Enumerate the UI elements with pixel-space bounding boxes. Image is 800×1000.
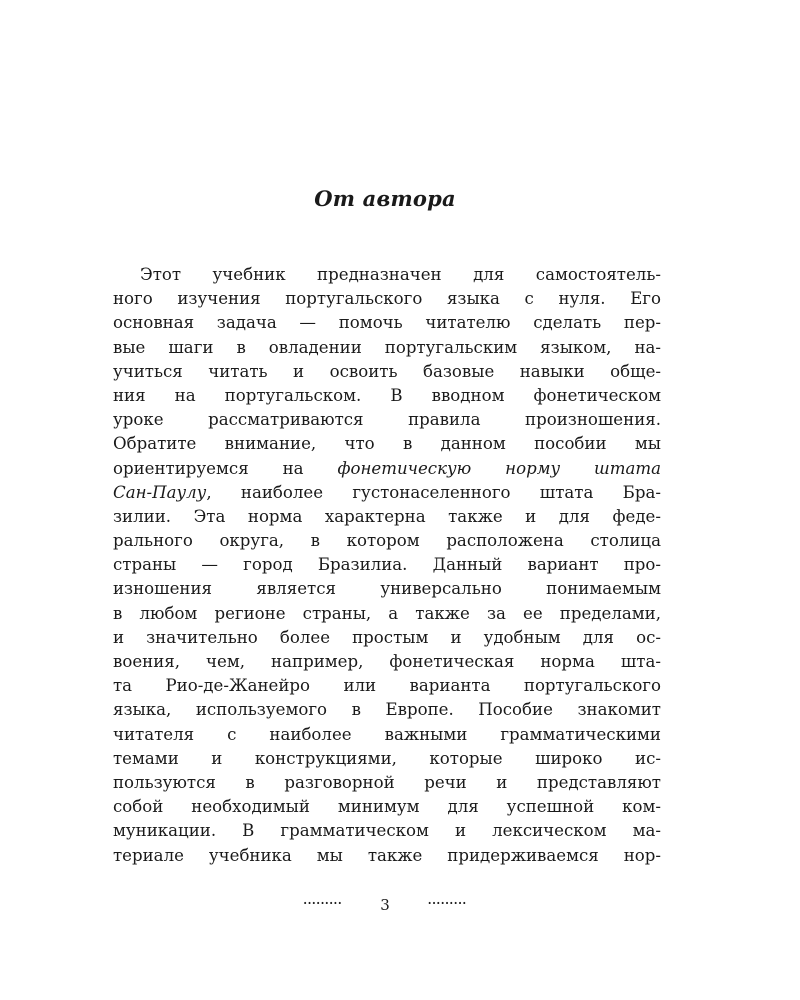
text-run: та Рио-де-Жанейро или варианта португальского: [113, 676, 661, 696]
text-run: учиться читать и освоить базовые навыки обще-: [113, 361, 661, 381]
text-line: [113, 408, 661, 432]
text-run: читателя с наиболее важными грамматическими: [113, 724, 661, 744]
text-run: Обратите внимание, что в данном пособии мы: [113, 434, 661, 454]
text-run: основная задача — помочь читателю сделать пер-: [113, 313, 661, 333]
page-number: 3: [380, 896, 390, 914]
body-paragraph: [113, 263, 661, 868]
text-run: муникации. В грамматическом и лексическом ма-: [113, 821, 661, 841]
text-run: ориентируемся на: [113, 458, 338, 478]
text-line: [113, 723, 661, 747]
text-run: страны — город Бразилиа. Данный вариант про-: [113, 555, 661, 575]
footer-left-ornament: ·········: [303, 897, 343, 910]
text-run: в любом регионе страны, а также за ее пределами,: [113, 603, 661, 623]
text-run: ного изучения португальского языка с нуля. Его: [113, 289, 661, 309]
text-line: [113, 771, 661, 795]
italic-text: фонетическую норму штата: [337, 458, 662, 478]
text-run: пользуются в разговорной речи и представляют: [113, 772, 661, 792]
text-line: [113, 819, 661, 843]
text-run: , наиболее густонаселенного штата Бра-: [206, 482, 661, 502]
text-line: [113, 384, 661, 408]
footer-right-ornament: ·········: [427, 897, 467, 910]
text-line: [113, 336, 661, 360]
text-run: ния на португальском. В вводном фонетическом: [113, 385, 661, 405]
text-line: [113, 263, 661, 287]
text-line: [113, 747, 661, 771]
text-line: [113, 844, 661, 868]
text-line: [113, 505, 661, 529]
text-line: [113, 626, 661, 650]
text-run: изношения является универсально понимаемым: [113, 579, 661, 599]
text-line: [113, 432, 661, 456]
text-line: [113, 360, 661, 384]
italic-text: Сан-Паулу: [113, 482, 207, 502]
text-run: языка, используемого в Европе. Пособие знакомит: [113, 700, 661, 720]
text-line: [113, 795, 661, 819]
text-line: [113, 481, 661, 505]
text-line: [113, 698, 661, 722]
text-run: уроке рассматриваются правила произношения.: [113, 410, 661, 430]
text-run: и значительно более простым и удобным для ос-: [113, 627, 661, 647]
text-run: воения, чем, например, фонетическая норма шта-: [113, 652, 661, 671]
page-footer: [0, 896, 770, 914]
text-run: вые шаги в овладении португальским языком, на-: [113, 337, 661, 357]
text-line: [113, 311, 661, 335]
text-run: темами и конструкциями, которые широко ис-: [113, 748, 661, 768]
text-line: [113, 650, 661, 674]
text-line: [113, 529, 661, 553]
text-run: Этот учебник предназначен для самостоятель-: [140, 265, 661, 284]
text-line: [113, 553, 661, 577]
text-run: рального округа, в котором расположена столица: [113, 531, 661, 551]
text-line: [113, 287, 661, 311]
page-title: От автора: [314, 186, 456, 211]
text-line: [113, 577, 661, 601]
text-line: [113, 674, 661, 698]
text-line: [113, 457, 661, 481]
text-run: зилии. Эта норма характерна также и для феде-: [113, 506, 661, 526]
text-run: собой необходимый минимум для успешной ком-: [113, 797, 661, 817]
text-run: териале учебника мы также придерживаемся нор-: [113, 845, 661, 865]
text-line: [113, 602, 661, 626]
